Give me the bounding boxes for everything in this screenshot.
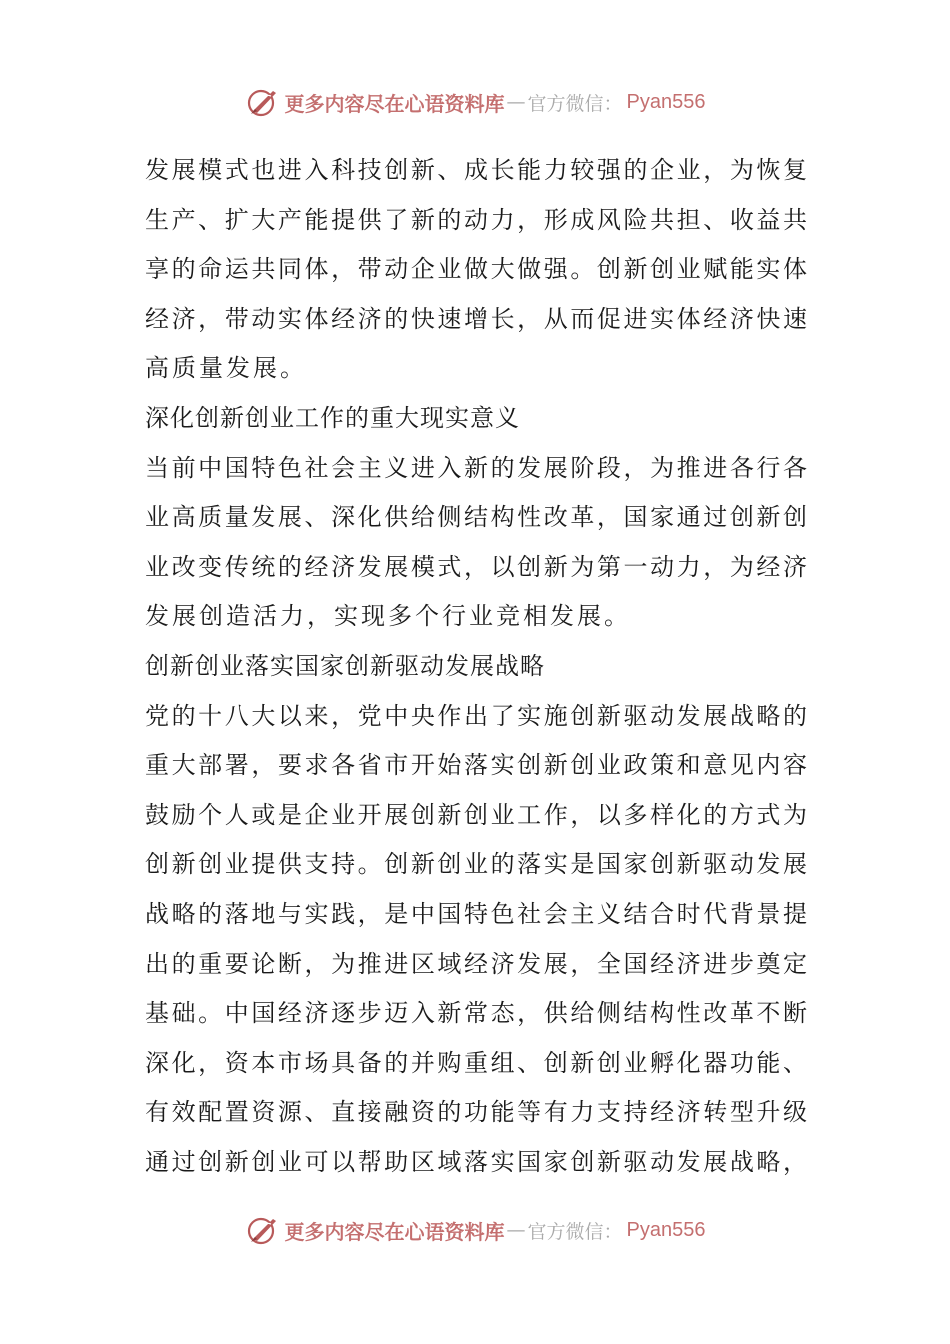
text-line: 生产、扩大产能提供了新的动力，形成风险共担、收益共 [145,205,807,234]
text-line: 基础。中国经济逐步迈入新常态，供给侧结构性改革不断 [145,999,807,1028]
text-line: 业改变传统的经济发展模式，以创新为第一动力，为经济 [145,552,807,581]
banner-dash: — [506,1219,526,1241]
text-line: 创新创业提供支持。创新创业的落实是国家创新驱动发展 [145,850,807,879]
text-line: 深化，资本市场具备的并购重组、创新创业孵化器功能、 [145,1048,807,1077]
text-line: 发展模式也进入科技创新、成长能力较强的企业，为恢复 [145,156,807,184]
text-line: 战略的落地与实践，是中国特色社会主义结合时代背景提 [145,899,807,928]
quill-logo-icon [245,84,281,120]
banner-wechat-id: Pyan556 [626,1218,706,1241]
banner-label: 官方微信： [527,1220,623,1243]
section-heading: 创新创业落实国家创新驱动发展战略 [145,651,545,680]
banner-title: 更多内容尽在心语资料库 [284,1219,505,1244]
text-line: 党的十八大以来，党中央作出了实施创新驱动发展战略的 [145,701,807,730]
section-heading: 深化创新创业工作的重大现实意义 [145,403,520,432]
text-line: 发展创造活力，实现多个行业竞相发展。 [145,602,631,631]
banner-dash: — [506,91,526,113]
text-line: 鼓励个人或是企业开展创新创业工作，以多样化的方式为 [145,800,807,829]
header-banner [0,82,950,122]
text-line: 高质量发展。 [145,354,307,383]
banner-title: 更多内容尽在心语资料库 [284,91,505,116]
quill-logo-icon [245,1212,281,1248]
banner-wechat-id: Pyan556 [626,90,706,113]
text-line: 通过创新创业可以帮助区域落实国家创新驱动发展战略， [145,1147,807,1176]
footer-banner [0,1210,950,1250]
text-line: 享的命运共同体，带动企业做大做强。创新创业赋能实体 [145,255,807,284]
text-line: 有效配置资源、直接融资的功能等有力支持经济转型升级 [145,1098,807,1127]
banner-label: 官方微信： [527,92,623,115]
text-line: 业高质量发展、深化供给侧结构性改革，国家通过创新创 [145,503,807,532]
text-line: 出的重要论断，为推进区域经济发展，全国经济进步奠定 [145,949,807,978]
text-line: 重大部署，要求各省市开始落实创新创业政策和意见内容 [145,751,807,780]
text-line: 当前中国特色社会主义进入新的发展阶段，为推进各行各 [145,453,807,482]
text-line: 经济，带动实体经济的快速增长，从而促进实体经济快速 [145,304,807,333]
document-body [145,146,807,1187]
